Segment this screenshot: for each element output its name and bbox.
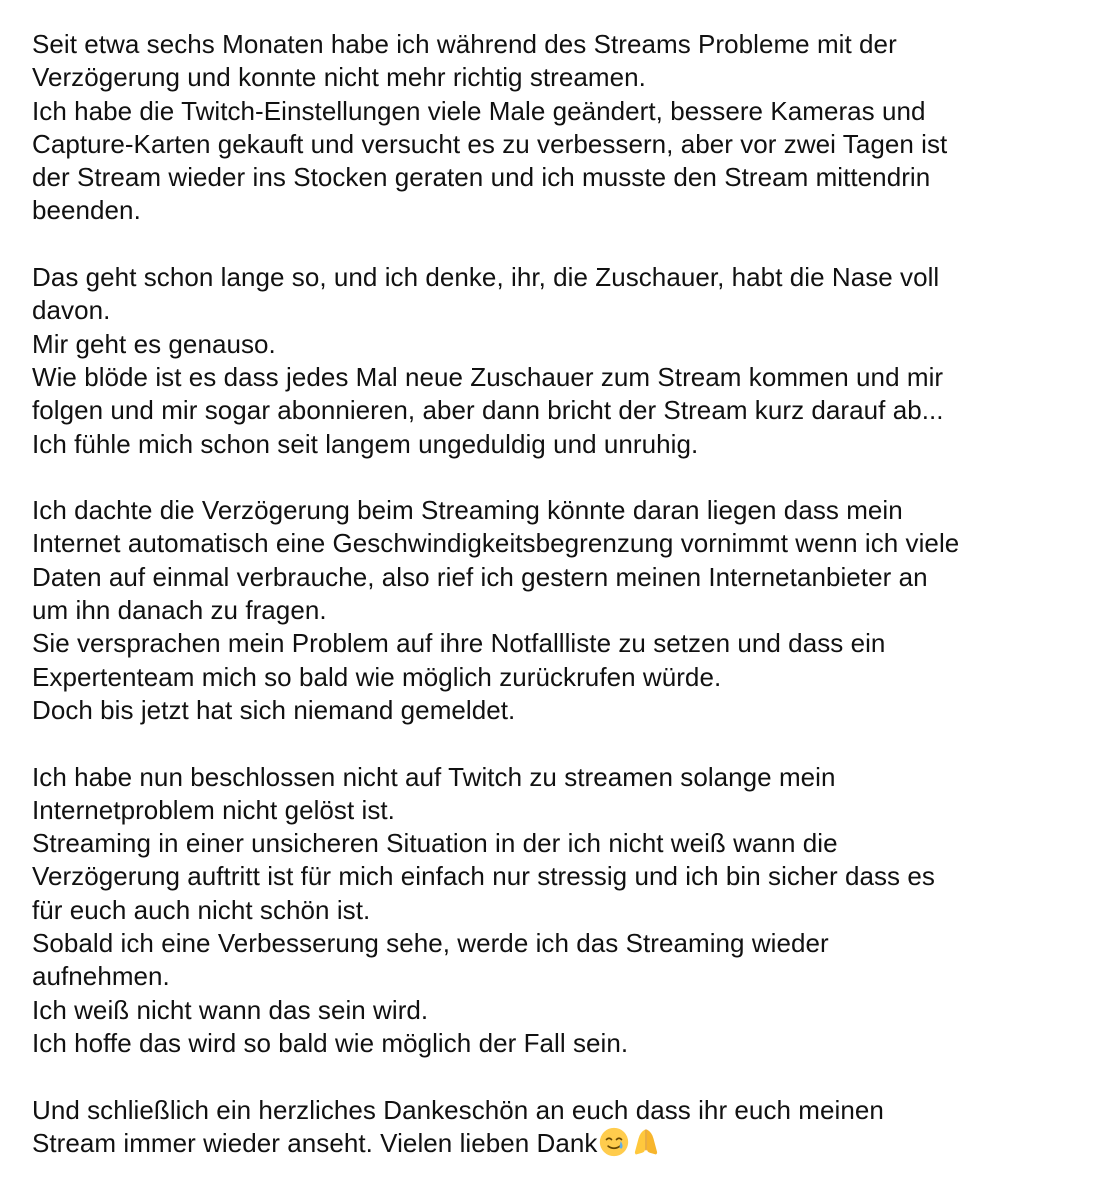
paragraph-1 [32,28,1092,228]
text-line: um ihn danach zu fragen. [32,595,327,626]
text-line: Doch bis jetzt hat sich niemand gemeldet. [32,694,516,725]
folded-hands-icon [631,1127,661,1157]
text-line: Daten auf einmal verbrauche, also rief ich gestern meinen Internetanbieter an [32,561,928,592]
text-line: Das geht schon lange so, und ich denke, ihr, die Zuschauer, habt die Nase voll [32,262,940,293]
text-line: Ich fühle mich schon seit langem ungeduldig und unruhig. [32,428,699,459]
text-line: Ich habe nun beschlossen nicht auf Twitch zu streamen solange mein [32,761,836,792]
text-line: Seit etwa sechs Monaten habe ich während des Streams Probleme mit der [32,29,897,59]
text-line: Verzögerung und konnte nicht mehr richtig streamen. [32,62,646,93]
text-line: Ich dachte die Verzögerung beim Streaming könnte daran liegen dass mein [32,495,903,526]
text-line: Capture-Karten gekauft und versucht es zu verbessern, aber vor zwei Tagen ist [32,128,948,159]
text-line: Ich hoffe das wird so bald wie möglich der Fall sein. [32,1027,629,1058]
text-line: Ich weiß nicht wann das sein wird. [32,994,429,1025]
text-line: Mir geht es genauso. [32,328,276,359]
text-line-with-emoji [32,1127,1092,1160]
text-line: folgen und mir sogar abonnieren, aber dann bricht der Stream kurz darauf ab... [32,395,944,426]
smiling-face-with-tear-icon [599,1127,629,1157]
text-line: Sie versprachen mein Problem auf ihre Notfallliste zu setzen und dass ein [32,628,886,659]
text-line: aufnehmen. [32,961,170,992]
paragraph-2 [32,261,1092,461]
text-line: beenden. [32,195,141,226]
text-line: für euch auch nicht schön ist. [32,894,371,925]
text-line: Ich habe die Twitch-Einstellungen viele Male geändert, bessere Kameras und [32,95,926,126]
text-line: Und schließlich ein herzliches Dankeschön an euch dass ihr euch meinen [32,1094,884,1125]
text-line: Stream immer wieder anseht. Vielen lieben Dank [32,1127,598,1158]
text-line: Sobald ich eine Verbesserung sehe, werde ich das Streaming wieder [32,928,829,959]
paragraph-5 [32,1094,1092,1161]
paragraph-3 [32,494,1092,727]
text-line: Streaming in einer unsicheren Situation in der ich nicht weiß wann die [32,828,838,859]
text-line: Wie blöde ist es dass jedes Mal neue Zuschauer zum Stream kommen und mir [32,361,944,392]
document-body [32,28,1092,1160]
paragraph-4 [32,761,1092,1061]
text-line: Verzögerung auftritt ist für mich einfach nur stressig und ich bin sicher dass es [32,861,935,892]
text-line: davon. [32,295,111,326]
text-line: der Stream wieder ins Stocken geraten und ich musste den Stream mittendrin [32,162,931,193]
text-line: Expertenteam mich so bald wie möglich zurückrufen würde. [32,661,722,692]
text-line: Internetproblem nicht gelöst ist. [32,794,395,825]
text-line: Internet automatisch eine Geschwindigkeitsbegrenzung vornimmt wenn ich viele [32,528,960,559]
